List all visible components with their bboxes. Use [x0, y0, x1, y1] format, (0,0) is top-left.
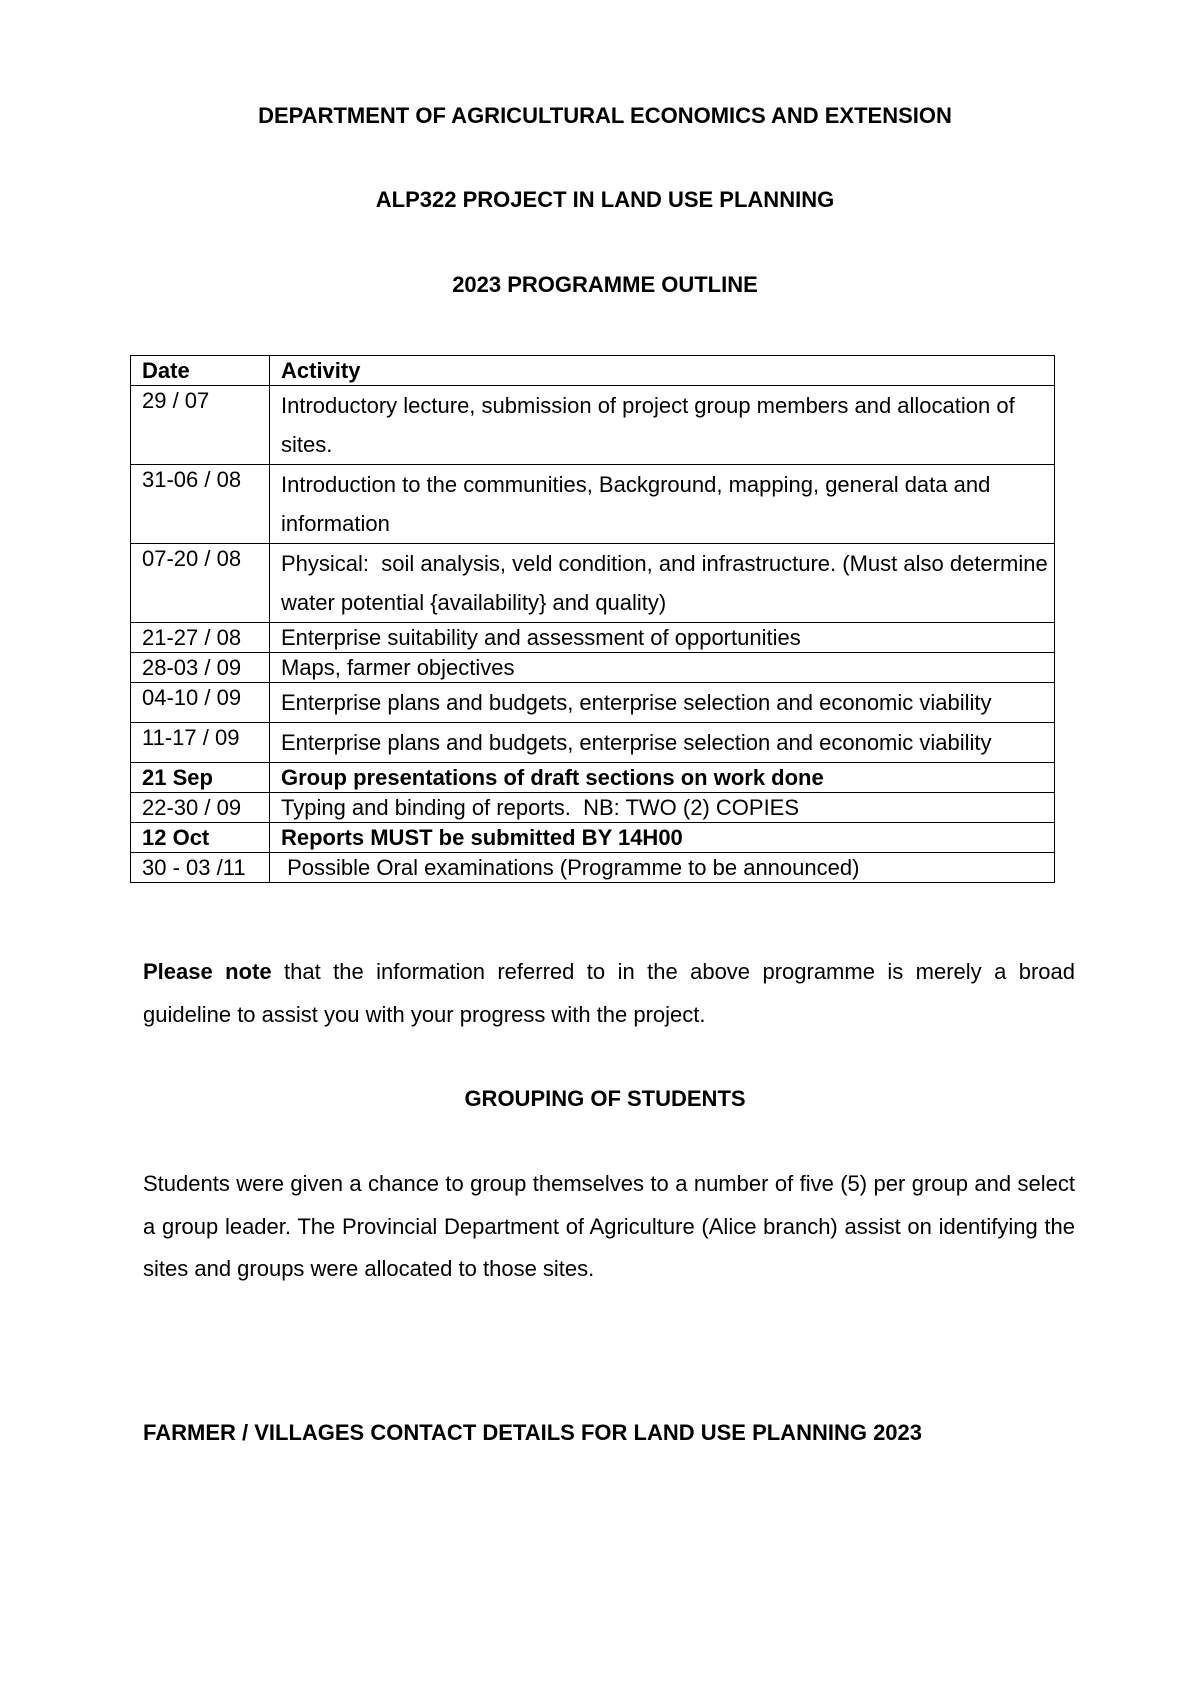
table-row: [131, 683, 1055, 723]
table-row: [131, 853, 1055, 883]
row-activity: Group presentations of draft sections on work done: [270, 763, 1055, 793]
programme-table: [130, 355, 1055, 883]
table-row: [131, 723, 1055, 763]
row-activity: Introductory lecture, submission of project group members and allocation of sites.: [270, 386, 1055, 465]
row-date: 22-30 / 09: [131, 793, 270, 823]
row-activity: Enterprise plans and budgets, enterprise selection and economic viability: [270, 723, 1055, 763]
table-row: [131, 386, 1055, 465]
row-activity: Reports MUST be submitted BY 14H00: [270, 823, 1055, 853]
table-row: [131, 544, 1055, 623]
table-row: [131, 653, 1055, 683]
row-activity: Possible Oral examinations (Programme to be announced): [270, 853, 1055, 883]
programme-note: [143, 951, 1075, 1036]
row-activity: Physical: soil analysis, veld condition, and infrastructure. (Must also determine water potential {availability} and quality): [270, 544, 1055, 623]
row-activity: Maps, farmer objectives: [270, 653, 1055, 683]
grouping-paragraph: Students were given a chance to group themselves to a number of five (5) per group and select a group leader. The Provincial Department of Agriculture (Alice branch) assist on identifying the sites and groups were allocated to those sites.: [143, 1171, 1075, 1281]
row-date: 21 Sep: [131, 763, 270, 793]
note-lead: Please note: [143, 959, 272, 984]
course-heading: ALP322 PROJECT IN LAND USE PLANNING: [375, 187, 835, 212]
department-heading: DEPARTMENT OF AGRICULTURAL ECONOMICS AND EXTENSION: [258, 103, 952, 128]
programme-outline-heading: 2023 PROGRAMME OUTLINE: [452, 272, 758, 297]
row-date: 28-03 / 09: [131, 653, 270, 683]
note-text: that the information referred to in the above programme is merely a broad guideline to assist you with your progress with the project.: [143, 959, 1076, 1027]
row-date: 21-27 / 08: [131, 623, 270, 653]
row-date: 07-20 / 08: [131, 544, 270, 623]
programme-table-body: [131, 386, 1055, 883]
row-date: 12 Oct: [131, 823, 270, 853]
table-row: [131, 623, 1055, 653]
table-row: [131, 763, 1055, 793]
table-row: [131, 823, 1055, 853]
grouping-heading: GROUPING OF STUDENTS: [464, 1086, 746, 1111]
column-header-date: Date: [131, 356, 270, 386]
row-date: 04-10 / 09: [131, 683, 270, 723]
row-activity: Enterprise plans and budgets, enterprise selection and economic viability: [270, 683, 1055, 723]
row-activity: Enterprise suitability and assessment of opportunities: [270, 623, 1055, 653]
row-date: 31-06 / 08: [131, 465, 270, 544]
table-row: [131, 465, 1055, 544]
table-row: [131, 793, 1055, 823]
row-date: 29 / 07: [131, 386, 270, 465]
row-date: 30 - 03 /11: [131, 853, 270, 883]
row-activity: Introduction to the communities, Background, mapping, general data and information: [270, 465, 1055, 544]
column-header-activity: Activity: [270, 356, 1055, 386]
row-activity: Typing and binding of reports. NB: TWO (2) COPIES: [270, 793, 1055, 823]
farmer-contacts-heading: FARMER / VILLAGES CONTACT DETAILS FOR LAND USE PLANNING 2023: [143, 1420, 923, 1445]
row-date: 11-17 / 09: [131, 723, 270, 763]
